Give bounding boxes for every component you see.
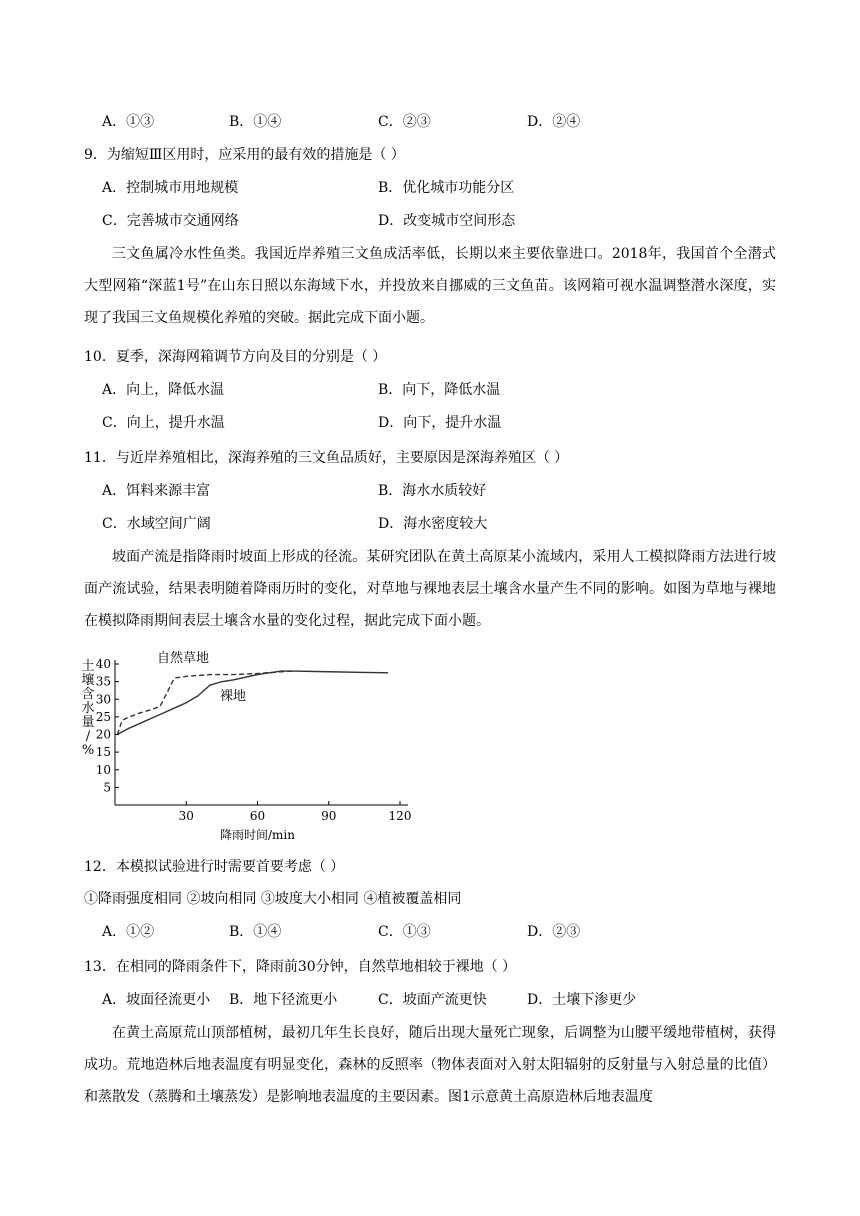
q10-stem: 10．夏季，深海网箱调节方向及目的分别是（ ） (84, 349, 387, 365)
x-tick-label: 120 (388, 809, 412, 823)
y-tick-label: 35 (95, 674, 111, 689)
q9-option-d: D．改变城市空间形态 (378, 213, 516, 229)
passage-salmon (84, 238, 776, 334)
q8-option-a: A．①③ (102, 114, 155, 130)
series-label-1: 裸地 (220, 689, 247, 704)
y-tick-label: 20 (95, 727, 111, 742)
q12-option-c: C．①③ (378, 924, 431, 940)
q9-option-c: C．完善城市交通网络 (102, 213, 239, 229)
q8-option-b: B．①④ (229, 114, 282, 130)
series-line-0 (117, 671, 293, 734)
x-tick-label: 90 (321, 809, 337, 823)
q13-stem: 13．在相同的降雨条件下，降雨前30分钟，自然草地相较于裸地（ ） (84, 959, 517, 975)
y-axis-label: 土壤含水量/ % (81, 659, 95, 758)
soil-moisture-chart (75, 640, 420, 845)
q13-option-b: B．地下径流更小 (229, 992, 338, 1008)
q12-option-d: D．②③ (527, 924, 581, 940)
series-label-0: 自然草地 (157, 651, 210, 666)
x-axis-label: 降雨时间/min (220, 828, 295, 842)
q12-option-b: B．①④ (229, 924, 282, 940)
passage-runoff (84, 541, 776, 637)
passage-afforestation-text: 在黄土高原荒山顶部植树，最初几年生长良好，随后出现大量死亡现象，后调整为山腰平缓地带植树，获得成功。荒地造林后地表温度有明显变化，森林的反照率（物体表面对入射太阳辐射的反射量与入射总量的比值）和蒸散发（蒸腾和土壤蒸发）是影响地表温度的主要因素。图1示意黄土高原造林后地表温度 (84, 1025, 776, 1105)
passage-afforestation (84, 1017, 776, 1113)
q11-option-a: A．饵料来源丰富 (102, 483, 211, 499)
y-tick-label: 10 (95, 762, 111, 777)
x-tick-label: 60 (249, 809, 266, 823)
q12-items: ①降雨强度相同 ②坡向相同 ③坡度大小相同 ④植被覆盖相同 (84, 891, 462, 907)
q12-option-a: A．①② (102, 924, 155, 940)
q13-option-c: C．坡面产流更快 (378, 992, 487, 1008)
q9-option-b: B．优化城市功能分区 (378, 180, 515, 196)
q13-option-a: A．坡面径流更小 (102, 992, 211, 1008)
passage-salmon-text: 三文鱼属冷水性鱼类。我国近岸养殖三文鱼成活率低，长期以来主要依靠进口。2018年，我国首个全潜式大型网箱“深蓝1号”在山东日照以东海域下水，并投放来自挪威的三文鱼苗。该网箱可视水温调整潜水深度，实现了我国三文鱼规模化养殖的突破。据此完成下面小题。 (84, 246, 776, 326)
q8-option-d: D．②④ (527, 114, 581, 130)
q12-stem: 12．本模拟试验进行时需要首要考虑（ ） (84, 859, 345, 875)
q10-option-d: D．向下，提升水温 (378, 415, 502, 431)
q9-option-a: A．控制城市用地规模 (102, 180, 239, 196)
series-line-1 (117, 671, 388, 734)
q9-stem: 9．为缩短Ⅲ区用时，应采用的最有效的措施是（ ） (84, 147, 405, 163)
q10-option-a: A．向上，降低水温 (102, 382, 225, 398)
passage-runoff-text: 坡面产流是指降雨时坡面上形成的径流。某研究团队在黄土高原某小流域内，采用人工模拟降雨方法进行坡面产流试验，结果表明随着降雨历时的变化，对草地与裸地表层土壤含水量产生不同的影响。如图为草地与裸地在模拟降雨期间表层土壤含水量的变化过程，据此完成下面小题。 (84, 549, 776, 629)
q11-option-c: C．水域空间广阔 (102, 516, 211, 532)
q11-option-d: D．海水密度较大 (378, 516, 488, 532)
y-tick-label: 25 (95, 709, 111, 724)
y-tick-label: 30 (95, 692, 111, 707)
q13-option-d: D．土壤下渗更少 (527, 992, 637, 1008)
y-tick-label: 5 (103, 780, 111, 795)
q11-stem: 11．与近岸养殖相比，深海养殖的三文鱼品质好，主要原因是深海养殖区（ ） (84, 450, 569, 466)
q8-option-c: C．②③ (378, 114, 431, 130)
q10-option-c: C．向上，提升水温 (102, 415, 225, 431)
q10-option-b: B．向下，降低水温 (378, 382, 501, 398)
q11-option-b: B．海水水质较好 (378, 483, 487, 499)
y-tick-label: 40 (95, 657, 111, 671)
y-tick-label: 15 (95, 745, 111, 760)
x-tick-label: 30 (178, 809, 194, 823)
